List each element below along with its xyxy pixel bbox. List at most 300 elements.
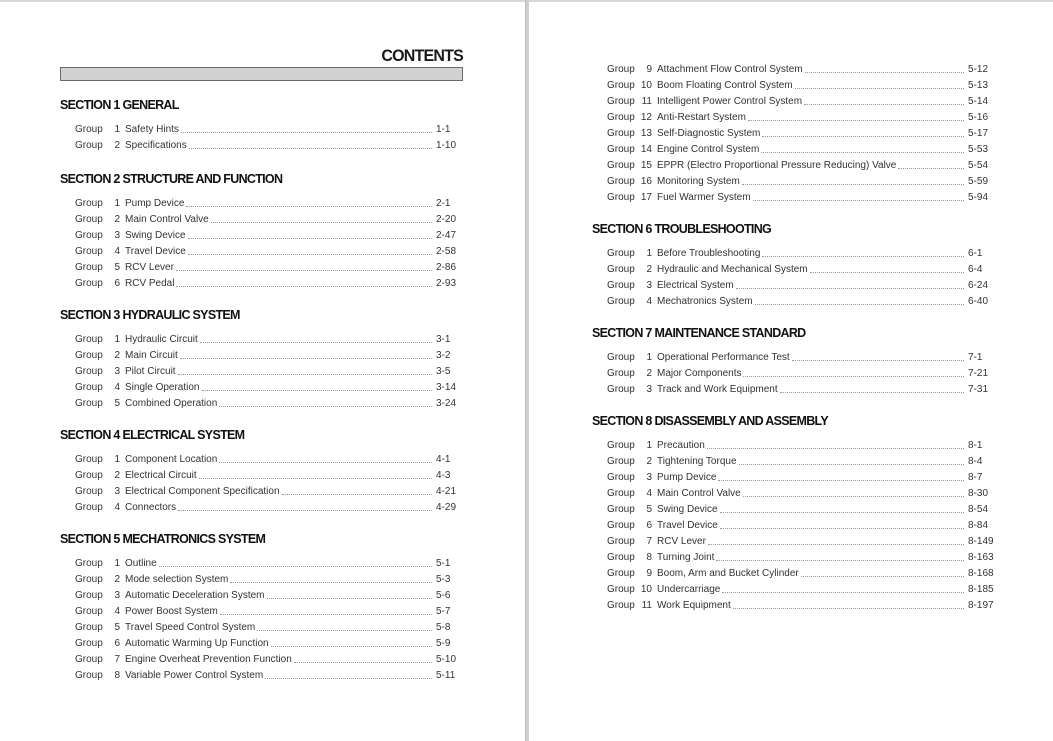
toc-section: [60, 530, 463, 684]
section-heading: SECTION 1 GENERAL: [60, 98, 179, 112]
dot-leader: [718, 479, 964, 481]
group-label: Group: [75, 366, 103, 377]
dot-leader: [159, 565, 432, 567]
dot-leader: [267, 597, 432, 599]
dot-leader: [898, 167, 964, 169]
group-label: Group: [607, 80, 635, 91]
page-number: 8-30: [968, 488, 989, 499]
toc-entry[interactable]: [592, 158, 995, 174]
page-number: 5-17: [968, 128, 989, 139]
toc-entry[interactable]: [60, 212, 463, 228]
page-number: 5-8: [436, 622, 451, 633]
group-title: Variable Power Control System: [125, 670, 264, 681]
page-number: 6-40: [968, 296, 989, 307]
toc-entry[interactable]: [592, 126, 995, 142]
toc-section: [60, 170, 463, 292]
group-title: RCV Lever: [657, 536, 706, 547]
group-number: 2: [114, 574, 120, 585]
group-label: Group: [75, 262, 103, 273]
group-number: 2: [114, 350, 120, 361]
toc-section: [592, 324, 995, 398]
page-number: 8-1: [968, 440, 983, 451]
group-label: Group: [75, 454, 103, 465]
group-title: Tightening Torque: [657, 456, 737, 467]
dot-leader: [716, 559, 964, 561]
group-label: Group: [607, 552, 635, 563]
dot-leader: [805, 71, 964, 73]
page-number: 8-163: [968, 552, 994, 563]
page-number: 6-4: [968, 264, 983, 275]
page-number: 5-1: [436, 558, 451, 569]
page-number: 4-21: [436, 486, 457, 497]
dot-leader: [795, 87, 964, 89]
group-number: 8: [646, 552, 652, 563]
group-number: 1: [646, 440, 652, 451]
group-label: Group: [607, 520, 635, 531]
group-label: Group: [75, 470, 103, 481]
group-number: 6: [646, 520, 652, 531]
section-heading: SECTION 5 MECHATRONICS SYSTEM: [60, 532, 266, 546]
group-title: Safety Hints: [125, 124, 179, 135]
group-number: 3: [114, 366, 120, 377]
group-number: 5: [114, 262, 120, 273]
dot-leader: [178, 509, 432, 511]
dot-leader: [753, 199, 964, 201]
toc-entry[interactable]: [592, 438, 995, 454]
dot-leader: [720, 527, 964, 529]
group-number: 1: [114, 454, 120, 465]
page-number: 3-24: [436, 398, 457, 409]
group-number: 2: [114, 140, 120, 151]
page-number: 8-84: [968, 520, 989, 531]
toc-entry[interactable]: [592, 350, 995, 366]
group-title: Swing Device: [657, 504, 718, 515]
group-label: Group: [75, 278, 103, 289]
toc-entry[interactable]: [60, 652, 463, 668]
toc-entry[interactable]: [60, 468, 463, 484]
toc-entry[interactable]: [60, 636, 463, 652]
toc-entry[interactable]: [60, 228, 463, 244]
toc-entry[interactable]: [592, 78, 995, 94]
group-label: Group: [607, 160, 635, 171]
group-label: Group: [607, 384, 635, 395]
group-title: Main Control Valve: [125, 214, 209, 225]
page-number: 3-2: [436, 350, 451, 361]
group-title: Specifications: [125, 140, 187, 151]
toc-entry[interactable]: [60, 348, 463, 364]
section-heading: SECTION 2 STRUCTURE AND FUNCTION: [60, 172, 283, 186]
toc-entry[interactable]: [60, 364, 463, 380]
page-number: 8-185: [968, 584, 994, 595]
toc-entry[interactable]: [592, 534, 995, 550]
toc-entry[interactable]: [60, 260, 463, 276]
page-number: 8-197: [968, 600, 994, 611]
group-number: 1: [114, 558, 120, 569]
toc-entry[interactable]: [592, 486, 995, 502]
toc-entry[interactable]: [592, 294, 995, 310]
group-label: Group: [607, 248, 635, 259]
group-label: Group: [607, 296, 635, 307]
dot-leader: [736, 287, 964, 289]
group-number: 4: [646, 488, 652, 499]
page-number: 7-21: [968, 368, 989, 379]
group-label: Group: [607, 368, 635, 379]
group-title: Pump Device: [657, 472, 717, 483]
page-number: 5-94: [968, 192, 989, 203]
toc-entry[interactable]: [592, 566, 995, 582]
page-number: 2-1: [436, 198, 451, 209]
dot-leader: [199, 477, 432, 479]
dot-leader: [188, 237, 432, 239]
group-number: 11: [641, 600, 652, 611]
toc-entry[interactable]: [592, 262, 995, 278]
dot-leader: [180, 357, 432, 359]
toc-entry[interactable]: [592, 190, 995, 206]
group-label: Group: [75, 214, 103, 225]
group-label: Group: [607, 488, 635, 499]
group-title: Engine Overheat Prevention Function: [125, 654, 292, 665]
group-label: Group: [75, 382, 103, 393]
toc-section: [592, 220, 995, 310]
toc-entry[interactable]: [592, 246, 995, 262]
toc-entry[interactable]: [592, 94, 995, 110]
dot-leader: [707, 447, 964, 449]
toc-entry[interactable]: [60, 332, 463, 348]
group-number: 1: [114, 334, 120, 345]
toc-entry[interactable]: [60, 556, 463, 572]
group-label: Group: [607, 600, 635, 611]
page-number: 2-86: [436, 262, 457, 273]
dot-leader: [271, 645, 432, 647]
page-number: 6-1: [968, 248, 983, 259]
section-heading: SECTION 4 ELECTRICAL SYSTEM: [60, 428, 245, 442]
toc-section: [60, 426, 463, 516]
toc-entry[interactable]: [60, 500, 463, 516]
toc-continued-groups: [592, 62, 995, 206]
toc-entry[interactable]: [592, 470, 995, 486]
group-label: Group: [75, 198, 103, 209]
group-title: Connectors: [125, 502, 177, 513]
group-label: Group: [607, 112, 635, 123]
group-label: Group: [75, 638, 103, 649]
dot-leader: [739, 463, 964, 465]
dot-leader: [211, 221, 432, 223]
toc-entry[interactable]: [592, 598, 995, 614]
group-number: 3: [114, 486, 120, 497]
group-title: Electrical Circuit: [125, 470, 197, 481]
dot-leader: [804, 103, 964, 105]
group-label: Group: [607, 192, 635, 203]
group-title: Electrical System: [657, 280, 734, 291]
page-number: 7-31: [968, 384, 989, 395]
toc-entry[interactable]: [60, 276, 463, 292]
toc-entry[interactable]: [60, 620, 463, 636]
group-label: Group: [75, 140, 103, 151]
group-label: Group: [607, 472, 635, 483]
dot-leader: [176, 285, 432, 287]
toc-entry[interactable]: [592, 278, 995, 294]
group-number: 5: [114, 622, 120, 633]
dot-leader: [265, 677, 432, 679]
toc-entry[interactable]: [60, 396, 463, 412]
page-number: 1-10: [436, 140, 457, 151]
group-title: Turning Joint: [657, 552, 715, 563]
group-label: Group: [75, 574, 103, 585]
dot-leader: [230, 581, 432, 583]
toc-entry[interactable]: [60, 138, 463, 154]
group-title: Outline: [125, 558, 157, 569]
toc-entry[interactable]: [60, 122, 463, 138]
dot-leader: [708, 543, 964, 545]
group-number: 1: [646, 248, 652, 259]
dot-leader: [762, 255, 964, 257]
group-title: Combined Operation: [125, 398, 218, 409]
group-label: Group: [607, 96, 635, 107]
group-number: 5: [114, 398, 120, 409]
group-title: Anti-Restart System: [657, 112, 746, 123]
group-title: Travel Device: [657, 520, 718, 531]
group-number: 2: [114, 214, 120, 225]
page-number: 2-20: [436, 214, 457, 225]
toc-entry[interactable]: [592, 110, 995, 126]
toc-entry[interactable]: [60, 668, 463, 684]
page-number: 5-13: [968, 80, 989, 91]
section-heading: SECTION 3 HYDRAULIC SYSTEM: [60, 308, 240, 322]
page-number: 5-9: [436, 638, 451, 649]
dot-leader: [257, 629, 432, 631]
dot-leader: [743, 495, 964, 497]
group-title: Hydraulic and Mechanical System: [657, 264, 808, 275]
group-label: Group: [75, 350, 103, 361]
group-label: Group: [75, 398, 103, 409]
group-label: Group: [75, 622, 103, 633]
page-number: 5-16: [968, 112, 989, 123]
page-number: 3-14: [436, 382, 457, 393]
group-number: 4: [646, 296, 652, 307]
group-number: 5: [646, 504, 652, 515]
group-title: Power Boost System: [125, 606, 218, 617]
group-title: Component Location: [125, 454, 218, 465]
dot-leader: [176, 269, 432, 271]
group-title: Major Components: [657, 368, 742, 379]
section-heading: SECTION 6 TROUBLESHOOTING: [592, 222, 772, 236]
toc-entry[interactable]: [60, 604, 463, 620]
toc-entry[interactable]: [592, 142, 995, 158]
dot-leader: [202, 389, 433, 391]
toc-entry[interactable]: [60, 572, 463, 588]
dot-leader: [188, 253, 432, 255]
group-title: Mode selection System: [125, 574, 229, 585]
dot-leader: [220, 613, 432, 615]
toc-entry[interactable]: [592, 382, 995, 398]
dot-leader: [219, 461, 432, 463]
group-title: Self-Diagnostic System: [657, 128, 761, 139]
group-label: Group: [75, 670, 103, 681]
group-title: Boom Floating Control System: [657, 80, 793, 91]
group-number: 3: [646, 472, 652, 483]
group-number: 2: [646, 456, 652, 467]
toc-entry[interactable]: [592, 582, 995, 598]
page-number: 5-11: [436, 670, 456, 681]
page-number: 2-93: [436, 278, 457, 289]
section-heading: SECTION 7 MAINTENANCE STANDARD: [592, 326, 806, 340]
group-title: Fuel Warmer System: [657, 192, 751, 203]
page-number: 3-1: [436, 334, 451, 345]
group-number: 2: [646, 264, 652, 275]
group-label: Group: [607, 456, 635, 467]
toc-entry[interactable]: [592, 366, 995, 382]
toc-entry[interactable]: [60, 244, 463, 260]
page-number: 5-14: [968, 96, 989, 107]
page-number: 5-3: [436, 574, 451, 585]
group-label: Group: [607, 128, 635, 139]
page-number: 3-5: [436, 366, 451, 377]
group-title: EPPR (Electro Proportional Pressure Reducing) Valve: [657, 160, 897, 171]
toc-entry[interactable]: [60, 484, 463, 500]
dot-leader: [181, 131, 432, 133]
contents-header-bar: [60, 67, 463, 81]
page-number: 5-10: [436, 654, 457, 665]
toc-entry[interactable]: [592, 174, 995, 190]
page-number: 1-1: [436, 124, 451, 135]
group-title: Travel Device: [125, 246, 186, 257]
group-number: 12: [640, 112, 652, 123]
dot-leader: [743, 375, 964, 377]
group-label: Group: [607, 584, 635, 595]
page-number: 7-1: [968, 352, 983, 363]
group-number: 11: [641, 96, 652, 107]
group-number: 6: [114, 278, 120, 289]
group-title: Pump Device: [125, 198, 185, 209]
toc-entry[interactable]: [592, 518, 995, 534]
group-number: 7: [114, 654, 120, 665]
dot-leader: [200, 341, 432, 343]
group-label: Group: [607, 440, 635, 451]
toc-section: [60, 96, 463, 154]
dot-leader: [720, 511, 964, 513]
toc-section: [60, 306, 463, 412]
group-label: Group: [75, 654, 103, 665]
group-number: 16: [640, 176, 652, 187]
group-title: Pilot Circuit: [125, 366, 176, 377]
group-number: 10: [640, 584, 652, 595]
group-number: 1: [646, 352, 652, 363]
group-label: Group: [607, 568, 635, 579]
group-number: 1: [114, 198, 120, 209]
dot-leader: [186, 205, 432, 207]
group-title: Mechatronics System: [657, 296, 753, 307]
toc-entry[interactable]: [60, 196, 463, 212]
group-label: Group: [607, 176, 635, 187]
group-title: Operational Performance Test: [657, 352, 790, 363]
dot-leader: [178, 373, 432, 375]
dot-leader: [722, 591, 964, 593]
dot-leader: [748, 119, 964, 121]
group-number: 4: [114, 382, 120, 393]
group-title: Travel Speed Control System: [125, 622, 256, 633]
group-title: Single Operation: [125, 382, 200, 393]
toc-entry[interactable]: [60, 588, 463, 604]
page-number: 8-7: [968, 472, 983, 483]
group-title: Automatic Warming Up Function: [125, 638, 269, 649]
group-label: Group: [75, 246, 103, 257]
group-label: Group: [75, 558, 103, 569]
group-number: 3: [646, 280, 652, 291]
group-title: Boom, Arm and Bucket Cylinder: [657, 568, 799, 579]
page-number: 8-168: [968, 568, 994, 579]
group-number: 10: [640, 80, 652, 91]
group-label: Group: [607, 536, 635, 547]
group-number: 13: [640, 128, 652, 139]
page-number: 4-29: [436, 502, 457, 513]
dot-leader: [282, 493, 432, 495]
group-label: Group: [75, 230, 103, 241]
toc-entry[interactable]: [592, 454, 995, 470]
page-number: 4-1: [436, 454, 451, 465]
group-number: 17: [640, 192, 652, 203]
group-title: Before Troubleshooting: [657, 248, 761, 259]
dot-leader: [801, 575, 964, 577]
group-label: Group: [607, 264, 635, 275]
group-number: 4: [114, 246, 120, 257]
group-title: Monitoring System: [657, 176, 740, 187]
section-heading: SECTION 8 DISASSEMBLY AND ASSEMBLY: [592, 414, 828, 428]
group-title: Hydraulic Circuit: [125, 334, 198, 345]
group-number: 7: [646, 536, 652, 547]
dot-leader: [755, 303, 964, 305]
dot-leader: [742, 183, 964, 185]
page-number: 2-58: [436, 246, 457, 257]
group-title: RCV Lever: [125, 262, 174, 273]
toc-entry[interactable]: [592, 62, 995, 78]
group-title: RCV Pedal: [125, 278, 175, 289]
group-label: Group: [75, 486, 103, 497]
page-number: 5-7: [436, 606, 451, 617]
group-title: Swing Device: [125, 230, 186, 241]
group-title: Undercarriage: [657, 584, 721, 595]
group-label: Group: [75, 590, 103, 601]
dot-leader: [294, 661, 432, 663]
dot-leader: [761, 151, 964, 153]
group-number: 15: [640, 160, 652, 171]
page-number: 8-149: [968, 536, 994, 547]
group-title: Electrical Component Specification: [125, 486, 280, 497]
page-number: 5-6: [436, 590, 451, 601]
group-number: 14: [640, 144, 652, 155]
dot-leader: [219, 405, 432, 407]
dot-leader: [762, 135, 964, 137]
group-title: Intelligent Power Control System: [657, 96, 803, 107]
group-label: Group: [607, 352, 635, 363]
toc-section: [592, 412, 995, 614]
group-number: 3: [646, 384, 652, 395]
toc-entry[interactable]: [60, 380, 463, 396]
page-number: 5-54: [968, 160, 989, 171]
group-title: Main Circuit: [125, 350, 178, 361]
group-number: 9: [646, 568, 652, 579]
group-title: Automatic Deceleration System: [125, 590, 265, 601]
group-number: 4: [114, 502, 120, 513]
toc-entry[interactable]: [592, 550, 995, 566]
contents-title: CONTENTS: [381, 47, 463, 66]
toc-entry[interactable]: [592, 502, 995, 518]
toc-entry[interactable]: [60, 452, 463, 468]
page-number: 6-24: [968, 280, 989, 291]
group-number: 2: [114, 470, 120, 481]
dot-leader: [733, 607, 964, 609]
dot-leader: [810, 271, 964, 273]
page-number: 5-12: [968, 64, 989, 75]
